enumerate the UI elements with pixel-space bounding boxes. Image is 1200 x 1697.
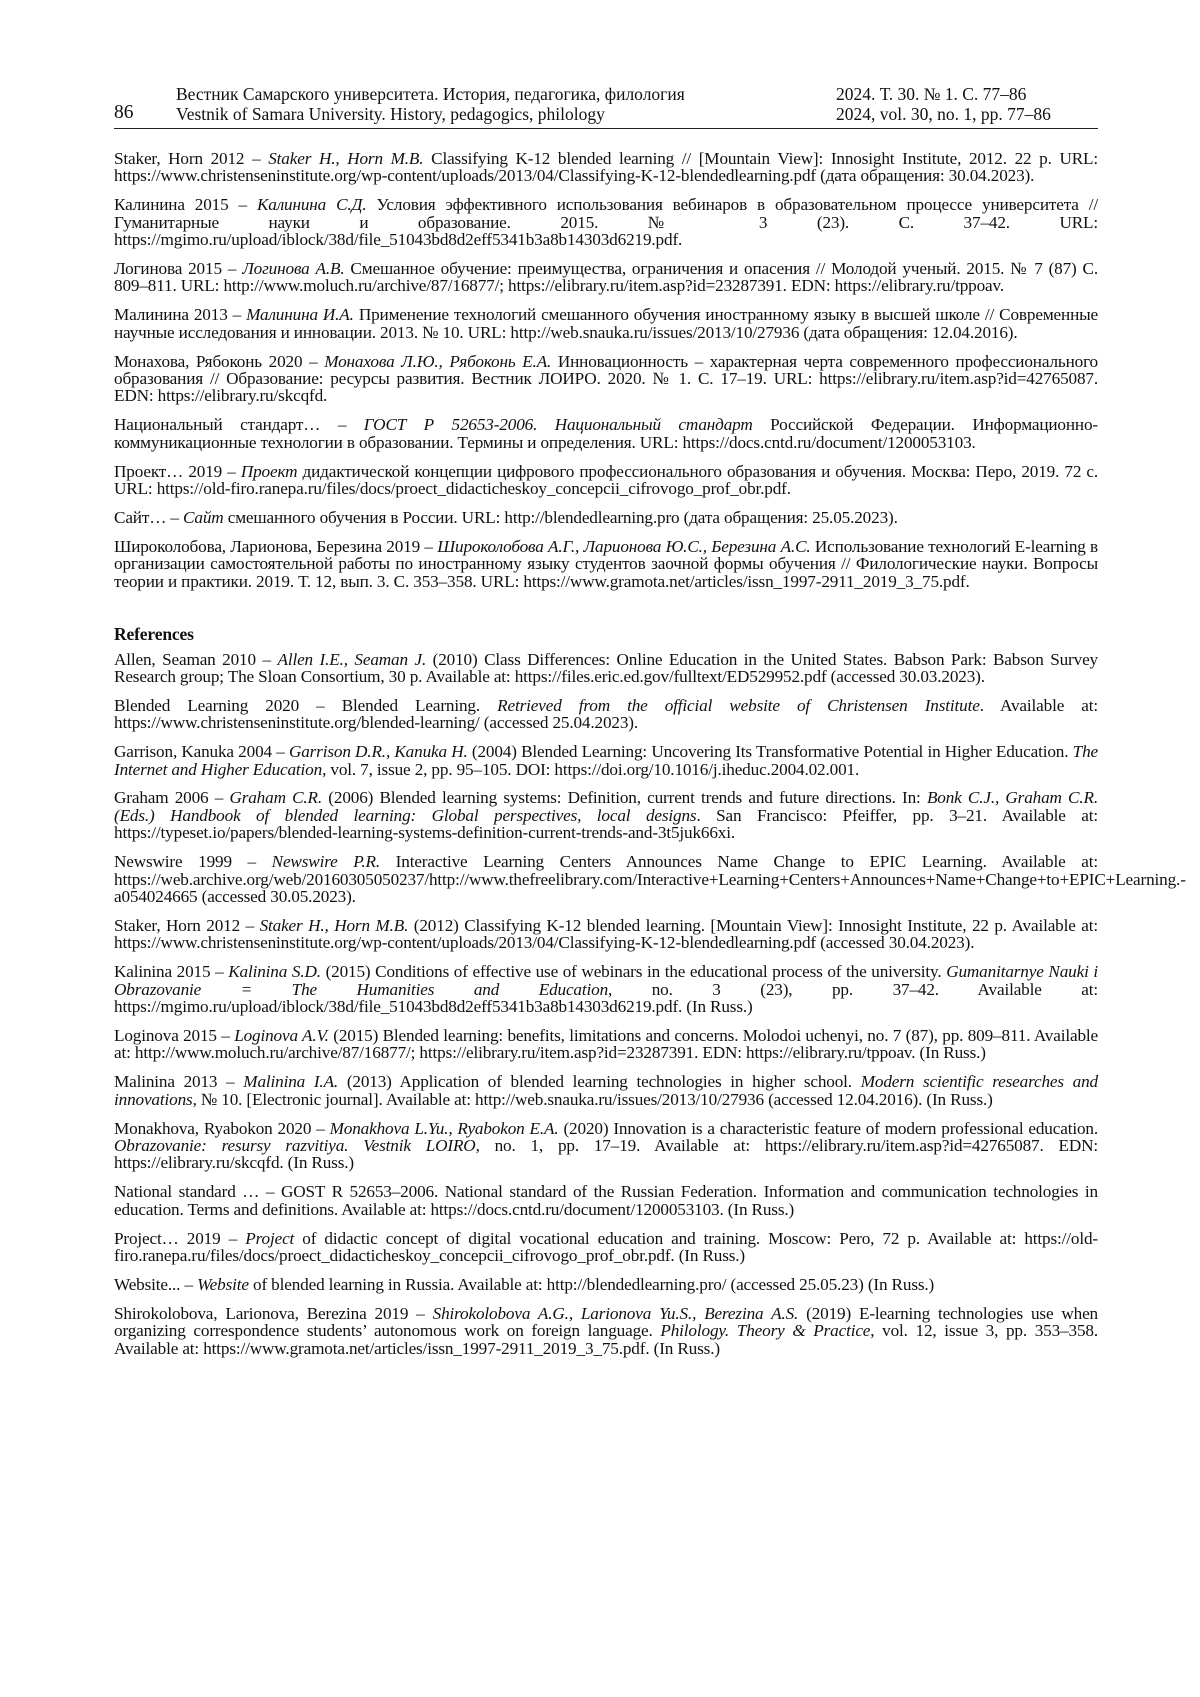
reference-it2: Obrazovanie: resursy razvitiya. Vestnik LOIRO [114, 1135, 476, 1155]
reference-pre: Staker, Horn 2012 – [114, 149, 269, 168]
reference-it: Newswire P.R. [271, 852, 381, 872]
reference-entry [114, 1073, 1098, 1108]
running-header [114, 84, 1098, 129]
reference-post2: . San Francisco: Pfeiffer, pp. 3–21. Available at: https://typeset.io/papers/blended-learning-systems-definition-current-trends-and-3t5juk66xi. [114, 805, 1098, 843]
reference-it: Staker H., Horn M.B. [259, 915, 409, 935]
reference-it: Graham C.R. [229, 788, 323, 808]
reference-entry [114, 260, 1098, 295]
reference-pre: Национальный стандарт… – [114, 415, 364, 435]
reference-entry [114, 743, 1098, 778]
reference-post: Российской Федерации. Информационно-коммуникационные технологии в образовании. Термины и определения. URL: https://docs.cntd.ru/document/1200053103. [114, 415, 1098, 452]
reference-pre: Project… 2019 – [114, 1228, 246, 1248]
reference-entry [114, 1276, 1098, 1293]
reference-body [114, 149, 1186, 1369]
reference-it: Loginova A.V. [234, 1025, 329, 1045]
reference-entry [114, 1027, 1098, 1062]
reference-entry [114, 416, 1098, 451]
reference-entry [114, 852, 1186, 906]
reference-it: Allen I.E., Seaman J. [277, 649, 427, 669]
reference-it: Shirokolobova A.G., Larionova Yu.S., Berezina A.S. [432, 1303, 799, 1323]
reference-pre: Newswire 1999 – [114, 852, 272, 872]
issue-info-en: 2024, vol. 30, no. 1, pp. 77–86 [836, 104, 1051, 124]
reference-pre: Malinina 2013 – [114, 1072, 244, 1092]
reference-pre: Калинина 2015 – [114, 195, 257, 215]
reference-entry [114, 1230, 1098, 1265]
reference-pre: Monakhova, Ryabokon 2020 – [114, 1118, 330, 1138]
reference-entry [114, 463, 1098, 498]
reference-post2: , vol. 12, issue 3, pp. 353–358. Available at: https://www.gramota.net/articles/issn_1997-2911_2019_3_75.pdf. (In Russ.) [114, 1321, 1098, 1358]
reference-post: of didactic concept of digital vocational education and training. Moscow: Pero, 72 p. Available at: https://old-firo.ranepa.ru/files/docs/proect_didacticheskoy_concepcii_cifrovogo_prof_obr.pdf. (In Russ.) [114, 1228, 1098, 1265]
reference-post: (2004) Blended Learning: Uncovering Its Transformative Potential in Higher Education. [467, 742, 1073, 762]
reference-it: Малинина И.А. [246, 305, 354, 325]
reference-pre: Garrison, Kanuka 2004 – [114, 742, 289, 762]
reference-it: Kalinina S.D. [228, 962, 321, 982]
reference-pre: Проект… 2019 – [114, 461, 241, 481]
reference-entry [114, 651, 1098, 686]
reference-list-en [114, 649, 1186, 1358]
reference-post: смешанного обучения в России. URL: http://blendedlearning.pro (дата обращения: 25.05.2023). [223, 508, 898, 527]
reference-post: Применение технологий смешанного обучения иностранному языку в высшей школе // Современные научные исследования и инновации. 2013. № 10. URL: http://web.snauka.ru/issues/2013/10/27936 (дата обращения: 12.04.2016). [114, 305, 1098, 342]
reference-post: of blended learning in Russia. Available at: http://blendedlearning.pro/ (accessed 25.05.23) (In Russ.) [248, 1274, 935, 1294]
reference-post: (2015) Blended learning: benefits, limitations and concerns. Molodoi uchenyi, no. 7 (87), pp. 809–811. Available at: http://www.moluch.ru/archive/87/16877/; https://elibrary.ru/item.asp?id=23287391. EDN: https://elibrary.ru/tppoav. (In Russ.) [114, 1025, 1099, 1063]
reference-it: Staker H., Horn M.B. [268, 149, 424, 168]
reference-post2: , no. 1, pp. 17–19. Available at: https://elibrary.ru/item.asp?id=42765087. EDN: https://elibrary.ru/skcqfd. (In Russ.) [114, 1135, 1098, 1173]
issue-info-ru: 2024. Т. 30. № 1. С. 77–86 [836, 84, 1027, 104]
reference-it2: Modern scientific researches and innovations [114, 1072, 1098, 1109]
reference-entry [114, 963, 1098, 1015]
journal-title-block [176, 84, 685, 124]
reference-post: Условия эффективного использования вебинаров в образовательном процессе университета // Гуманитарные науки и образование. 2015. № 3 (23). С. 37–42. URL: https://mgimo.ru/upload/iblock/38d/file_51043bd8d2eff5341b3a8b14303d6219.pdf. [114, 195, 1098, 250]
reference-it: Проект [240, 461, 298, 481]
reference-post: Classifying K-12 blended learning // [Mountain View]: Innosight Institute, 2012. 22 p. URL: https://www.christenseninstitute.org/wp-content/uploads/2013/04/Classifying-K-12-blendedlearning.pdf (дата обращения: 30.04.2023). [114, 149, 1099, 186]
journal-title-en: Vestnik of Samara University. History, pedagogics, philology [176, 104, 605, 124]
reference-entry [114, 1305, 1098, 1357]
reference-post: дидактической концепции цифрового профессионального образования и обучения. Москва: Перо, 2019. 72 с. URL: https://old-firo.ranepa.ru/files/docs/proect_didacticheskoy_concepcii_cifrovogo_prof_obr.pdf. [114, 461, 1099, 499]
reference-post2: , vol. 7, issue 2, pp. 95–105. DOI: https://doi.org/10.1016/j.iheduc.2004.02.001. [322, 759, 860, 779]
reference-list-ru [114, 150, 1098, 590]
reference-post: (2020) Innovation is a characteristic feature of modern professional education. [558, 1118, 1098, 1138]
reference-pre: Blended Learning 2020 – Blended Learning. [114, 695, 498, 715]
reference-post: (2006) Blended learning systems: Definition, current trends and future directions. In: [322, 788, 927, 808]
page-number: 86 [114, 102, 134, 123]
reference-post: Смешанное обучение: преимущества, ограничения и опасения // Молодой ученый. 2015. № 7 (87) С. 809–811. URL: http://www.moluch.ru/archive/87/16877/; https://elibrary.ru/item.asp?id=23287391. EDN: https://elibrary.ru/tppoav. [114, 259, 1098, 296]
reference-post: (2013) Application of blended learning technologies in higher school. [338, 1072, 861, 1092]
reference-entry [114, 150, 1098, 185]
reference-post2: , № 10. [Electronic journal]. Available at: http://web.snauka.ru/issues/2013/10/27936 (accessed 12.04.2016). (In Russ.) [192, 1089, 993, 1109]
reference-pre: Логинова 2015 – [114, 259, 243, 279]
reference-entry [114, 697, 1098, 732]
reference-entry [114, 917, 1098, 952]
reference-post: (2015) Conditions of effective use of webinars in the educational process of the university. [320, 962, 947, 982]
reference-pre: Graham 2006 – [114, 788, 230, 808]
journal-title-ru: Вестник Самарского университета. История, педагогика, филология [176, 84, 685, 104]
reference-post: Interactive Learning Centers Announces Name Change to EPIC Learning. Available at: https://web.archive.org/web/20160305050237/http://www.thefreelibrary.com/Interactive+Learning+Centers+Announces+Name+Change+to+EPIC+Learning.-a054024665 (accessed 30.05.2023). [114, 852, 1186, 906]
reference-post: Инновационность – характерная черта современного профессионального образования // Образование: ресурсы развития. Вестник ЛОИРО. 2020. № 1. С. 17–19. URL: https://elibrary.ru/item.asp?id=42765087. EDN: https://elibrary.ru/skcqfd. [114, 351, 1098, 406]
reference-it: Сайт [182, 508, 224, 527]
reference-pre: Loginova 2015 – [114, 1025, 235, 1045]
reference-it: Project [245, 1228, 295, 1248]
reference-it: Garrison D.R., Kanuka H. [288, 742, 468, 762]
reference-pre: Широколобова, Ларионова, Березина 2019 – [114, 536, 438, 556]
reference-it2: Gumanitarnye Nauki i Obrazovanie = The Humanities and Education [114, 962, 1098, 999]
reference-pre: Малинина 2013 – [114, 305, 247, 325]
reference-pre: Сайт… – [114, 508, 183, 527]
reference-it2: The Internet and Higher Education [114, 742, 1098, 779]
reference-pre: Allen, Seaman 2010 – [114, 649, 278, 669]
reference-pre: National standard … – GOST R 52653–2006. National standard of the Russian Federation. Information and communication technologies in education. Terms and definitions. Available at: https://docs.cntd.ru/document/1200053103. (In Russ.) [114, 1182, 1098, 1219]
reference-post: (2019) E-learning technologies use when organizing correspondence students’ autonomous work on foreign language. [114, 1303, 1098, 1341]
reference-post2: , no. 3 (23), pp. 37–42. Available at: https://mgimo.ru/upload/iblock/38d/file_51043bd8d2eff5341b3a8b14303d6219.pdf. (In Russ.) [114, 979, 1098, 1017]
references-heading: References [114, 624, 194, 645]
reference-post: (2012) Classifying K-12 blended learning. [Mountain View]: Innosight Institute, 22 p. Available at: https://www.christenseninstitute.org/wp-content/uploads/2013/04/Classifying-K-12-blendedlearning.pdf (accessed 30.04.2023). [114, 915, 1098, 953]
reference-it: ГОСТ Р 52653-2006. Национальный стандарт [363, 415, 753, 435]
reference-it: Логинова А.В. [242, 259, 345, 279]
reference-post: . Available at: https://www.christenseninstitute.org/blended-learning/ (accessed 25.04.2023). [114, 695, 1099, 733]
reference-post: (2010) Class Differences: Online Education in the United States. Babson Park: Babson Survey Research group; The Sloan Consortium, 30 p. Available at: https://files.eric.ed.gov/fulltext/ED529952.pdf (accessed 30.03.2023). [114, 649, 1098, 686]
reference-it: Malinina I.A. [243, 1072, 339, 1092]
reference-it: Website [197, 1274, 249, 1294]
reference-it: Монахова Л.Ю., Рябоконь Е.А. [324, 351, 552, 371]
reference-it2: Philology. Theory & Practice [660, 1321, 871, 1341]
reference-entry [114, 1120, 1098, 1172]
reference-it: Калинина С.Д. [256, 195, 367, 215]
issue-info-block [836, 84, 1051, 124]
reference-it: Широколобова А.Г., Ларионова Ю.С., Березина А.С. [437, 536, 811, 556]
reference-post: Использование технологий E-learning в организации самостоятельной работы по иностранному языку студентов заочной формы обучения // Филологические науки. Вопросы теории и практики. 2019. Т. 12, вып. 3. С. 353–358. URL: https://www.gramota.net/articles/issn_1997-2911_2019_3_75.pdf. [114, 536, 1099, 591]
reference-pre: Монахова, Рябоконь 2020 – [114, 351, 325, 371]
reference-entry [114, 538, 1098, 590]
reference-entry [114, 196, 1098, 248]
reference-pre: Shirokolobova, Larionova, Berezina 2019 – [114, 1303, 433, 1323]
reference-entry [114, 789, 1098, 841]
reference-pre: Kalinina 2015 – [114, 962, 229, 982]
reference-entry [114, 509, 1098, 526]
reference-entry [114, 353, 1098, 405]
reference-it: Monakhova L.Yu., Ryabokon E.A. [329, 1118, 559, 1138]
reference-it2: Bonk C.J., Graham C.R. (Eds.) Handbook of blended learning: Global perspectives, local designs [114, 788, 1098, 825]
reference-entry [114, 1183, 1098, 1218]
reference-it: Retrieved from the official website of Christensen Institute [497, 695, 980, 715]
reference-entry [114, 306, 1098, 341]
reference-pre: Staker, Horn 2012 – [114, 915, 260, 935]
reference-pre: Website... – [114, 1274, 198, 1294]
